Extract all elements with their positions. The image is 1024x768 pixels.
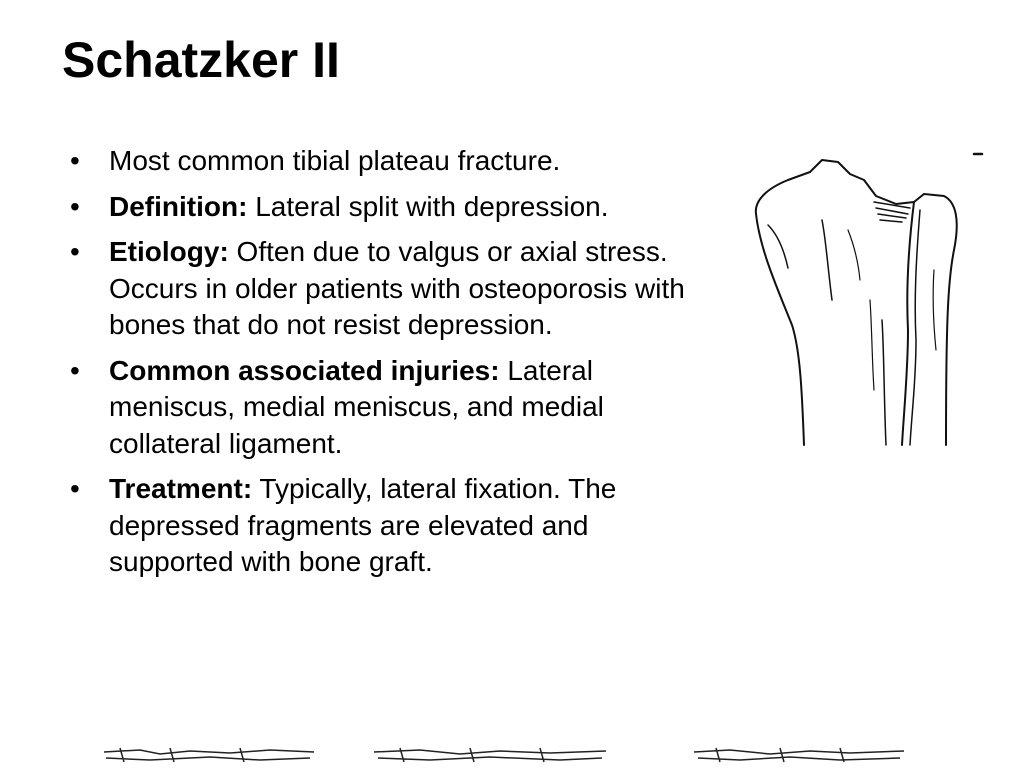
bullet-item [70, 234, 710, 344]
tibia-left-outline [756, 180, 804, 445]
bullet-item [70, 143, 710, 180]
bone-detail-line [933, 270, 936, 350]
bullet-dot: • [70, 145, 80, 176]
bullet-dot: • [70, 236, 80, 267]
footer-scribble-middle [370, 742, 610, 766]
bullet-text: Typically, lateral fixation. The depressed fragments are elevated and supported with bone graft. [109, 473, 617, 577]
bullet-list [70, 143, 710, 590]
footer-scribble-left [100, 742, 320, 766]
tibial-plateau-fracture-illustration [748, 150, 988, 450]
depression-hatching [874, 202, 910, 222]
bullet-dot: • [70, 473, 80, 504]
bullet-bold: Treatment: [109, 473, 253, 504]
fracture-line-2 [910, 210, 920, 445]
bullet-bold: Etiology: [109, 236, 229, 267]
tibial-plateau-outline [788, 160, 914, 204]
bone-detail-line [848, 230, 860, 280]
bone-detail-line [870, 300, 874, 390]
bullet-text: Often due to valgus or axial stress. Occurs in older patients with osteoporosis with bones that do not resist depression. [109, 236, 685, 340]
slide-title: Schatzker II [62, 32, 340, 88]
bullet-text: Lateral meniscus, medial meniscus, and medial collateral ligament. [109, 354, 604, 459]
bone-detail-line [882, 320, 886, 445]
footer-scribble-right [690, 742, 910, 766]
bullet-item [70, 471, 710, 581]
bullet-text: Most common tibial plateau fracture. [109, 145, 561, 176]
lateral-fragment-outline [914, 194, 957, 445]
bullet-text: Lateral split with depression. [247, 190, 609, 222]
bullet-item [70, 189, 710, 226]
bullet-bold: Definition: [109, 190, 248, 222]
bullet-dot: • [70, 354, 80, 386]
bullet-bold: Common associated injuries: [109, 354, 500, 386]
bone-detail-line [768, 225, 788, 268]
bullet-dot: • [70, 190, 80, 222]
bullet-item [70, 353, 710, 463]
bone-detail-line [822, 220, 832, 300]
